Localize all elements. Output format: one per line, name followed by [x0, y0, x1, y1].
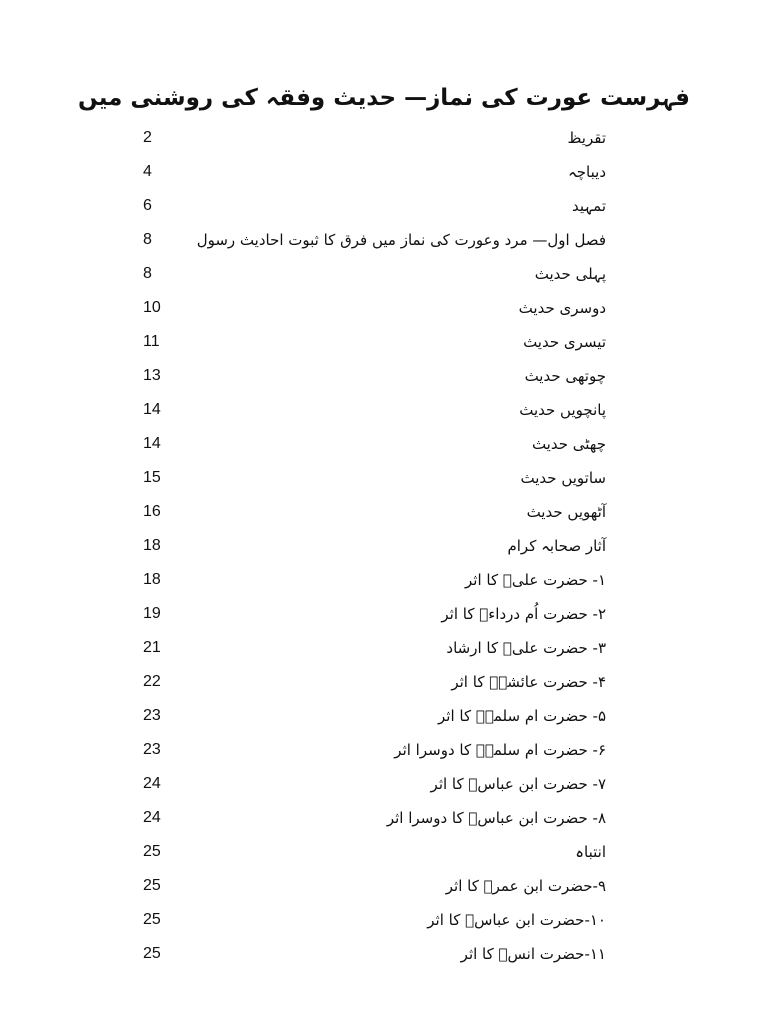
toc-row	[0, 733, 768, 767]
toc-row	[0, 121, 768, 155]
toc-page-number: 24	[143, 809, 161, 826]
toc-page-number: 21	[143, 639, 161, 656]
toc-row	[0, 835, 768, 869]
toc-entry-title: پہلی حدیث	[534, 265, 606, 283]
toc-entry-title: ۴- حضرت عائشہؓ کا اثر	[451, 673, 606, 691]
toc-row	[0, 359, 768, 393]
toc-entry-title: ۱۰-حضرت ابن عباسؓ کا اثر	[427, 911, 606, 929]
toc-row	[0, 257, 768, 291]
toc-entry-title: آثار صحابہ کرام	[507, 537, 606, 555]
toc-entry-title: انتباہ	[575, 843, 606, 861]
toc-row	[0, 291, 768, 325]
toc-page-number: 6	[143, 197, 152, 214]
toc-entry-title: فصل اول— مرد وعورت کی نماز میں فرق کا ثبوت احادیث رسول	[196, 231, 606, 249]
toc-entry-title: تقریظ	[567, 129, 606, 147]
toc-row	[0, 155, 768, 189]
toc-row	[0, 767, 768, 801]
toc-row	[0, 529, 768, 563]
table-of-contents	[0, 121, 768, 971]
toc-page-number: 14	[143, 401, 161, 418]
toc-row	[0, 223, 768, 257]
toc-entry-title: تمہید	[571, 197, 606, 215]
toc-page-number: 24	[143, 775, 161, 792]
toc-entry-title: چھٹی حدیث	[531, 435, 606, 453]
toc-entry-title: تیسری حدیث	[523, 333, 606, 351]
toc-row	[0, 427, 768, 461]
toc-row	[0, 189, 768, 223]
toc-row	[0, 903, 768, 937]
toc-entry-title: ۳- حضرت علیؓ کا ارشاد	[446, 639, 606, 657]
toc-entry-title: آٹھویں حدیث	[526, 503, 606, 521]
toc-page-number: 8	[143, 231, 152, 248]
toc-page-number: 8	[143, 265, 152, 282]
toc-page-number: 25	[143, 843, 161, 860]
toc-row	[0, 597, 768, 631]
toc-page-number: 14	[143, 435, 161, 452]
toc-page-number: 18	[143, 537, 161, 554]
toc-row	[0, 699, 768, 733]
toc-page-number: 25	[143, 877, 161, 894]
toc-row	[0, 563, 768, 597]
toc-entry-title: چوتھی حدیث	[524, 367, 606, 385]
toc-entry-title: ۱۱-حضرت انسؓ کا اثر	[460, 945, 606, 963]
toc-page-number: 23	[143, 707, 161, 724]
toc-entry-title: ۱- حضرت علیؓ کا اثر	[465, 571, 606, 589]
toc-page-number: 2	[143, 129, 152, 146]
toc-entry-title: پانچویں حدیث	[519, 401, 606, 419]
toc-entry-title: ساتویں حدیث	[520, 469, 606, 487]
toc-row	[0, 869, 768, 903]
toc-page-number: 25	[143, 911, 161, 928]
toc-entry-title: ۵- حضرت ام سلمہؓ کا اثر	[438, 707, 606, 725]
toc-row	[0, 631, 768, 665]
toc-entry-title: دیباچہ	[567, 163, 606, 181]
toc-entry-title: ۸- حضرت ابن عباسؓ کا دوسرا اثر	[386, 809, 606, 827]
toc-page-number: 18	[143, 571, 161, 588]
toc-page-number: 25	[143, 945, 161, 962]
toc-row	[0, 665, 768, 699]
toc-row	[0, 393, 768, 427]
toc-page-number: 23	[143, 741, 161, 758]
toc-page-number: 11	[143, 333, 160, 350]
page-title: فہرست عورت کی نماز— حدیث وفقہ کی روشنی میں	[78, 85, 690, 111]
toc-row	[0, 325, 768, 359]
toc-entry-title: دوسری حدیث	[518, 299, 606, 317]
toc-page-number: 4	[143, 163, 152, 180]
toc-row	[0, 495, 768, 529]
toc-row	[0, 461, 768, 495]
toc-page-number: 16	[143, 503, 161, 520]
toc-entry-title: ۹-حضرت ابن عمرؓ کا اثر	[445, 877, 606, 895]
toc-page-number: 10	[143, 299, 161, 316]
toc-entry-title: ۲- حضرت اُم درداءؓ کا اثر	[441, 605, 606, 623]
toc-page-number: 13	[143, 367, 161, 384]
toc-row	[0, 801, 768, 835]
toc-entry-title: ۶- حضرت ام سلمہؓ کا دوسرا اثر	[394, 741, 606, 759]
toc-page-number: 19	[143, 605, 161, 622]
toc-page-number: 22	[143, 673, 161, 690]
toc-row	[0, 937, 768, 971]
toc-entry-title: ۷- حضرت ابن عباسؓ کا اثر	[430, 775, 606, 793]
toc-page-number: 15	[143, 469, 161, 486]
